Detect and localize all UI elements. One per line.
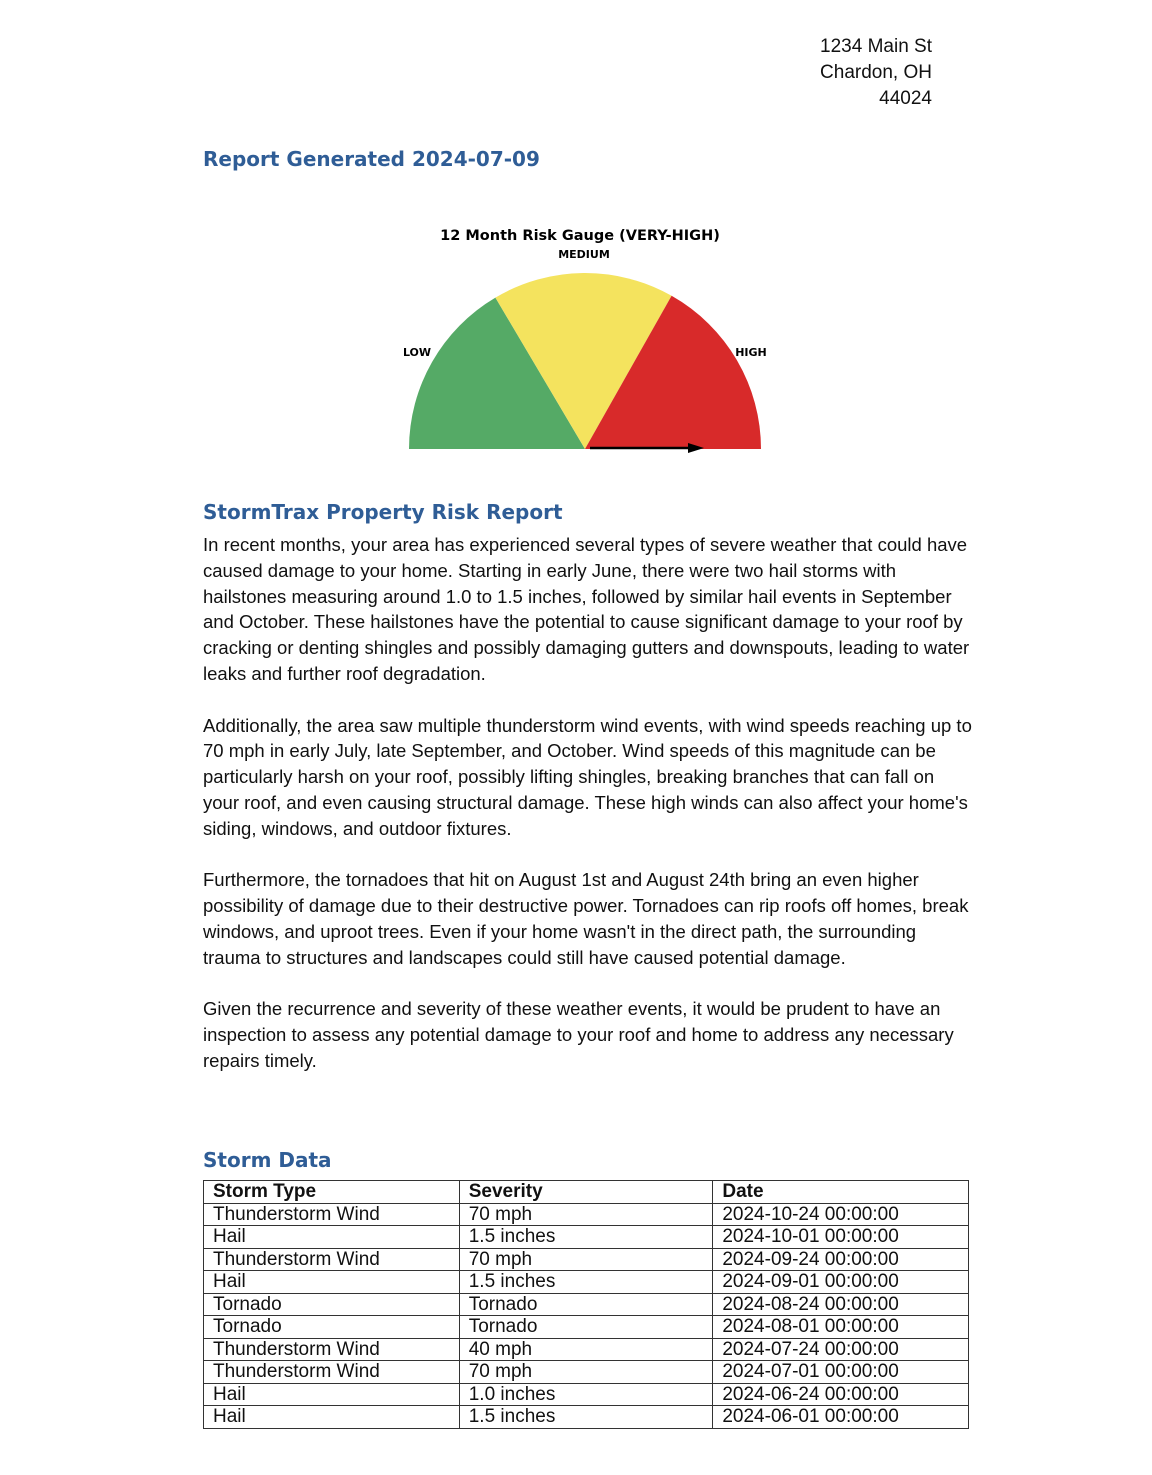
cell-storm-type: Tornado (204, 1316, 460, 1339)
cell-severity: 1.5 inches (459, 1406, 713, 1429)
cell-severity: 70 mph (459, 1361, 713, 1384)
cell-date: 2024-09-24 00:00:00 (713, 1248, 969, 1271)
column-header-date: Date (713, 1181, 969, 1204)
gauge-label-medium: MEDIUM (558, 248, 610, 261)
cell-date: 2024-09-01 00:00:00 (713, 1271, 969, 1294)
table-row (204, 1203, 969, 1226)
cell-severity: 1.5 inches (459, 1271, 713, 1294)
table-row (204, 1293, 969, 1316)
report-paragraph: In recent months, your area has experienced several types of severe weather that could have caused damage to your home. Starting in early June, there were two hail storms with hailstones measuring around 1.0 to 1.5 inches, followed by similar hail events in September and October. These hailstones have the potential to cause significant damage to your roof by cracking or denting shingles and possibly damaging gutters and downspouts, leading to water leaks and further roof degradation. (203, 534, 970, 684)
address-line3: 44024 (879, 88, 932, 109)
storm-data-table (203, 1180, 969, 1429)
column-header-storm-type: Storm Type (204, 1181, 460, 1204)
report-paragraph: Furthermore, the tornadoes that hit on August 1st and August 24th bring an even higher possibility of damage due to their destructive power. Tornadoes can rip roofs off homes, break windows, and uproot trees. Even if your home wasn't in the direct path, the surrounding trauma to structures and landscapes could still have caused potential damage. (203, 869, 969, 968)
cell-date: 2024-06-01 00:00:00 (713, 1406, 969, 1429)
risk-gauge-svg (390, 222, 780, 462)
property-address (820, 34, 932, 112)
risk-gauge (390, 222, 780, 462)
cell-storm-type: Tornado (204, 1293, 460, 1316)
cell-storm-type: Hail (204, 1406, 460, 1429)
column-header-severity: Severity (459, 1181, 713, 1204)
cell-storm-type: Thunderstorm Wind (204, 1248, 460, 1271)
cell-storm-type: Hail (204, 1383, 460, 1406)
table-row (204, 1226, 969, 1249)
report-body (203, 532, 973, 1100)
table-row (204, 1338, 969, 1361)
cell-date: 2024-07-01 00:00:00 (713, 1361, 969, 1384)
table-row (204, 1383, 969, 1406)
table-row (204, 1361, 969, 1384)
cell-storm-type: Thunderstorm Wind (204, 1203, 460, 1226)
cell-date: 2024-10-01 00:00:00 (713, 1226, 969, 1249)
table-row (204, 1271, 969, 1294)
table-row (204, 1316, 969, 1339)
report-title: StormTrax Property Risk Report (203, 500, 563, 524)
cell-date: 2024-07-24 00:00:00 (713, 1338, 969, 1361)
gauge-label-low: LOW (402, 346, 432, 359)
report-paragraph: Additionally, the area saw multiple thunderstorm wind events, with wind speeds reaching up to 70 mph in early July, late September, and October. Wind speeds of this magnitude can be particularly harsh on your roof, possibly lifting shingles, breaking branches that can fall on your roof, and even causing structural damage. These high winds can also affect your home's siding, windows, and outdoor fixtures. (203, 714, 972, 839)
cell-date: 2024-06-24 00:00:00 (713, 1383, 969, 1406)
cell-severity: Tornado (459, 1316, 713, 1339)
storm-data-heading: Storm Data (203, 1148, 332, 1172)
table-row (204, 1248, 969, 1271)
cell-date: 2024-10-24 00:00:00 (713, 1203, 969, 1226)
address-line1: 1234 Main St (820, 36, 932, 57)
cell-storm-type: Thunderstorm Wind (204, 1361, 460, 1384)
cell-severity: 1.5 inches (459, 1226, 713, 1249)
table-row (204, 1406, 969, 1429)
gauge-title: 12 Month Risk Gauge (VERY-HIGH) (440, 228, 720, 244)
cell-storm-type: Hail (204, 1226, 460, 1249)
report-generated-heading: Report Generated 2024-07-09 (203, 147, 540, 171)
cell-severity: 1.0 inches (459, 1383, 713, 1406)
table-header-row (204, 1181, 969, 1204)
report-paragraph: Given the recurrence and severity of these weather events, it would be prudent to have an inspection to assess any potential damage to your roof and home to address any necessary repairs timely. (203, 998, 954, 1071)
cell-storm-type: Hail (204, 1271, 460, 1294)
cell-severity: 70 mph (459, 1203, 713, 1226)
cell-severity: 70 mph (459, 1248, 713, 1271)
cell-severity: Tornado (459, 1293, 713, 1316)
cell-storm-type: Thunderstorm Wind (204, 1338, 460, 1361)
gauge-label-high: HIGH (735, 346, 767, 359)
cell-severity: 40 mph (459, 1338, 713, 1361)
cell-date: 2024-08-01 00:00:00 (713, 1316, 969, 1339)
cell-date: 2024-08-24 00:00:00 (713, 1293, 969, 1316)
address-line2: Chardon, OH (820, 62, 932, 83)
